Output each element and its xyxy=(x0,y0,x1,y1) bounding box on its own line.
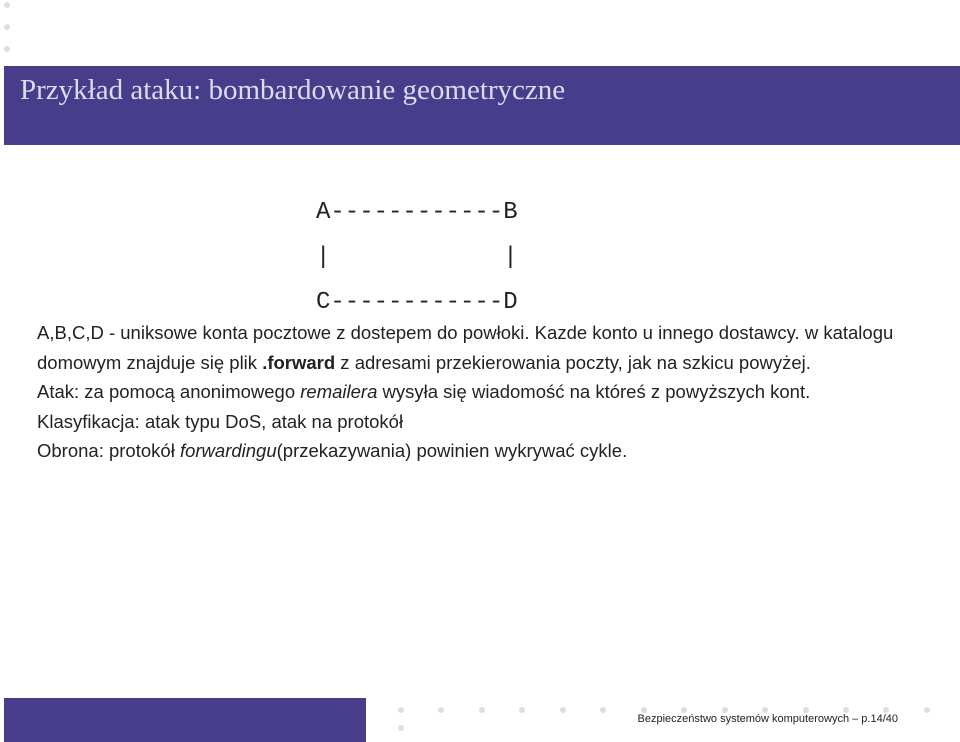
nav-dot[interactable] xyxy=(4,2,10,8)
nav-dot[interactable] xyxy=(479,707,485,713)
remailer-term: remailera xyxy=(300,381,378,402)
title-bar xyxy=(4,66,960,145)
nav-dot[interactable] xyxy=(398,725,404,731)
paragraph-description xyxy=(37,318,917,377)
text-span: Obrona: protokół xyxy=(37,440,180,461)
text-span: (przekazywania) powinien wykrywać cykle. xyxy=(276,440,628,461)
text-span: A,B,C,D - uniksowe konta pocztowe z dostepem do powłoki. Kazde konto u innego dostawcy. w katalogu domowym znajduje się plik xyxy=(37,322,894,373)
forwarding-term: forwardingu xyxy=(179,440,277,461)
text-span: z adresami przekierowania poczty, jak na szkicu powyżej. xyxy=(335,351,811,373)
diagram-line: C------------D xyxy=(316,289,518,316)
text-span: Atak: za pomocą anonimowego xyxy=(37,381,301,402)
top-navigation-dots xyxy=(4,2,10,68)
nav-dot[interactable] xyxy=(4,24,10,30)
nav-dot[interactable] xyxy=(600,707,606,713)
forward-filename: .forward xyxy=(262,351,336,373)
diagram-line: A------------B xyxy=(316,199,518,226)
paragraph-attack xyxy=(37,377,917,407)
paragraph-defense xyxy=(37,436,917,466)
slide-body xyxy=(37,318,917,466)
footer-bar xyxy=(4,698,366,742)
nav-dot[interactable] xyxy=(519,707,525,713)
footer-page-info: Bezpieczeństwo systemów komputerowych – p.14/40 xyxy=(637,713,898,725)
forward-diagram xyxy=(316,190,518,325)
diagram-line: | | xyxy=(316,244,518,271)
text-span: wysyła się wiadomość na któreś z powyższych kont. xyxy=(377,381,811,402)
nav-dot[interactable] xyxy=(924,707,930,713)
slide-title: Przykład ataku: bombardowanie geometryczne xyxy=(20,74,566,106)
paragraph-classification: Klasyfikacja: atak typu DoS, atak na protokół xyxy=(37,410,404,432)
nav-dot[interactable] xyxy=(4,46,10,52)
nav-dot[interactable] xyxy=(398,707,404,713)
nav-dot[interactable] xyxy=(560,707,566,713)
nav-dot[interactable] xyxy=(438,707,444,713)
